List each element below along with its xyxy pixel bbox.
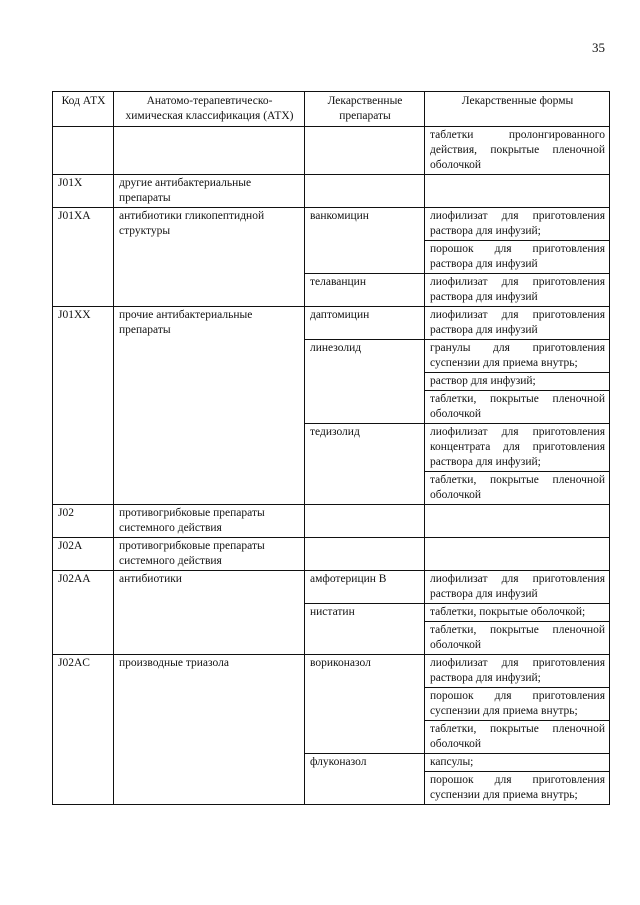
dosage-form-cell: раствор для инфузий; — [425, 373, 610, 391]
dosage-form-cell: порошок для приготовления суспензии для приема внутрь; — [425, 688, 610, 721]
dosage-form-cell — [425, 175, 610, 208]
atc-code-cell: J02 — [53, 505, 114, 538]
dosage-form-cell: лиофилизат для приготовления раствора для инфузий — [425, 274, 610, 307]
dosage-form-cell: лиофилизат для приготовления концентрата для приготовления раствора для инфузий; — [425, 424, 610, 472]
table-row — [53, 571, 610, 604]
dosage-form-cell — [425, 538, 610, 571]
dosage-form-cell: капсулы; — [425, 754, 610, 772]
dosage-form-cell: таблетки, покрытые пленочной оболочкой — [425, 472, 610, 505]
dosage-form-cell — [425, 505, 610, 538]
dosage-form-cell: лиофилизат для приготовления раствора для инфузий; — [425, 208, 610, 241]
dosage-form-cell: гранулы для приготовления суспензии для приема внутрь; — [425, 340, 610, 373]
atc-code-cell: J01XX — [53, 307, 114, 505]
drug-name-cell: даптомицин — [305, 307, 425, 340]
atc-code-cell: J01XA — [53, 208, 114, 307]
drug-name-cell: линезолид — [305, 340, 425, 424]
atc-classification-cell — [114, 127, 305, 175]
atc-classification-cell: другие антибактериальные препараты — [114, 175, 305, 208]
header-dosage-forms: Лекарственные формы — [425, 92, 610, 127]
atc-code-cell — [53, 127, 114, 175]
atc-classification-cell: антибиотики — [114, 571, 305, 655]
atc-classification-cell: прочие антибактериальные препараты — [114, 307, 305, 505]
drug-name-cell: амфотерицин В — [305, 571, 425, 604]
atc-code-cell: J02AA — [53, 571, 114, 655]
page-number: 35 — [592, 40, 605, 55]
atc-code-cell: J02AC — [53, 655, 114, 805]
atc-code-cell: J01X — [53, 175, 114, 208]
table-row — [53, 175, 610, 208]
atc-code-cell: J02A — [53, 538, 114, 571]
table-row — [53, 505, 610, 538]
dosage-form-cell: лиофилизат для приготовления раствора для инфузий — [425, 307, 610, 340]
dosage-form-cell: таблетки, покрытые пленочной оболочкой — [425, 391, 610, 424]
dosage-form-cell: лиофилизат для приготовления раствора для инфузий; — [425, 655, 610, 688]
table-body — [53, 127, 610, 805]
drug-name-cell: нистатин — [305, 604, 425, 655]
drug-name-cell: вориконазол — [305, 655, 425, 754]
atc-classification-cell: антибиотики гликопептидной структуры — [114, 208, 305, 307]
dosage-form-cell: лиофилизат для приготовления раствора для инфузий — [425, 571, 610, 604]
atc-classification-cell: противогрибковые препараты системного действия — [114, 505, 305, 538]
drug-name-cell — [305, 538, 425, 571]
drug-name-cell: тедизолид — [305, 424, 425, 505]
dosage-form-cell: таблетки, покрытые оболочкой; — [425, 604, 610, 622]
drug-name-cell — [305, 175, 425, 208]
drug-name-cell: телаванцин — [305, 274, 425, 307]
header-drugs: Лекарственные препараты — [305, 92, 425, 127]
dosage-form-cell: таблетки, покрытые пленочной оболочкой — [425, 622, 610, 655]
dosage-form-cell: порошок для приготовления суспензии для приема внутрь; — [425, 772, 610, 805]
table-row — [53, 655, 610, 688]
drug-name-cell: флуконазол — [305, 754, 425, 805]
table-row — [53, 307, 610, 340]
header-atc-classification: Анатомо-терапевтическо-химическая классификация (АТХ) — [114, 92, 305, 127]
dosage-form-cell: порошок для приготовления раствора для инфузий — [425, 241, 610, 274]
atc-drug-table — [52, 91, 610, 805]
drug-name-cell — [305, 127, 425, 175]
header-atc-code: Код АТХ — [53, 92, 114, 127]
table-row — [53, 538, 610, 571]
table-header-row — [53, 92, 610, 127]
table-row — [53, 127, 610, 175]
drug-name-cell: ванкомицин — [305, 208, 425, 274]
table-row — [53, 208, 610, 241]
atc-classification-cell: противогрибковые препараты системного действия — [114, 538, 305, 571]
drug-name-cell — [305, 505, 425, 538]
dosage-form-cell: таблетки, покрытые пленочной оболочкой — [425, 721, 610, 754]
atc-classification-cell: производные триазола — [114, 655, 305, 805]
dosage-form-cell: таблетки пролонгированного действия, покрытые пленочной оболочкой — [425, 127, 610, 175]
